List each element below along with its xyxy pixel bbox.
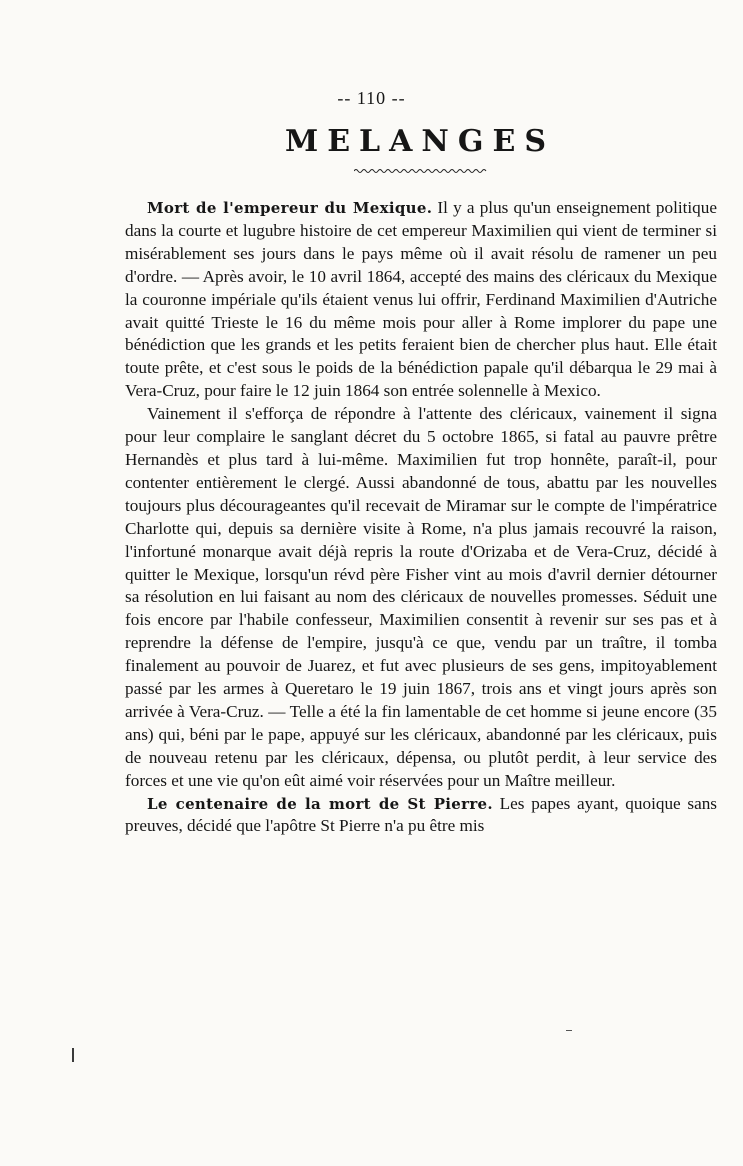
section-title: MELANGES — [284, 124, 556, 159]
title-ornament-rule — [354, 168, 488, 174]
page-number: -- 110 -- — [337, 88, 406, 108]
paragraph-heading: Mort de l'empereur du Mexique. — [147, 199, 433, 217]
paragraph-maximilien — [125, 197, 717, 403]
article-body — [125, 197, 717, 838]
paragraph-centenaire — [125, 793, 717, 839]
paragraph-text: Les papes ayant, quoique sans preuves, décidé que l'apôtre St Pierre n'a pu être mis — [125, 793, 717, 836]
paragraph-heading: Le centenaire de la mort de St Pierre. — [147, 794, 493, 813]
paragraph-text: Vainement il s'efforça de répondre à l'attente des cléricaux, vainement il signa pour leur complaire le sanglant décret du 5 octobre 1865, si fatal au pauvre prêtre Hernandès et plus tard à lui-même. Maximilien fut trop honnête, paraît-il, pour contenter entièrement le clergé. Aussi abandonné de tous, abattu par les nouvelles toujours plus décourageantes qu'il recevait de Miramar sur le compte de l'impératrice Charlotte qui, depuis sa dernière visite à Rome, n'a plus jamais recouvré la raison, l'infortuné monarque avait déjà repris la route d'Orizaba et de Vera-Cruz, décidé à quitter le Mexique, lorsqu'un révd père Fisher vint au mois d'avril dernier détourner sa résolution en lui faisant au nom des cléricaux de nouvelles promesses. Séduit une fois encore par l'habile confesseur, Maximilien consentit à revenir sur ses pas et à reprendre la défense de l'empire, jusqu'à ce que, vendu par un traître, il tomba finalement au pouvoir de Juarez, et fut avec plusieurs de ses gens, impitoyablement passé par les armes à Queretaro le 19 juin 1867, trois ans et vingt jours après son arrivée à Vera-Cruz. — Telle a été la fin lamentable de cet homme si jeune encore (35 ans) qui, béni par le pape, appuyé sur les cléricaux, abandonné par les cléricaux, puis de nouveau retenu par les cléricaux, dépensa, ou plutôt perdit, à leur service des forces et une vie qu'on eût aimé voir réservées pour un Maître meilleur. — [125, 404, 717, 790]
print-speck — [566, 1030, 572, 1031]
margin-mark — [72, 1048, 74, 1062]
paragraph-maximilien-continued — [125, 403, 717, 792]
paragraph-text: Il y a plus qu'un enseignement politique dans la courte et lugubre histoire de cet empereur Maximilien qui vient de terminer si misérablement ses jours dans le pays même où il avait résolu de ramener un peu d'ordre. — Après avoir, le 10 avril 1864, accepté des mains des cléricaux du Mexique la couronne impériale qu'ils étaient venus lui offrir, Ferdinand Maximilien d'Autriche avait quitté Trieste le 16 du même mois pour aller à Rome implorer du pape une bénédiction que les grands et les petits feraient bien de chercher plus haut. Elle était toute prête, et c'est sous le poids de la bénédiction papale qu'il débarqua le 29 mai à Vera-Cruz, pour faire le 12 juin 1864 son entrée solennelle à Mexico. — [125, 198, 717, 401]
